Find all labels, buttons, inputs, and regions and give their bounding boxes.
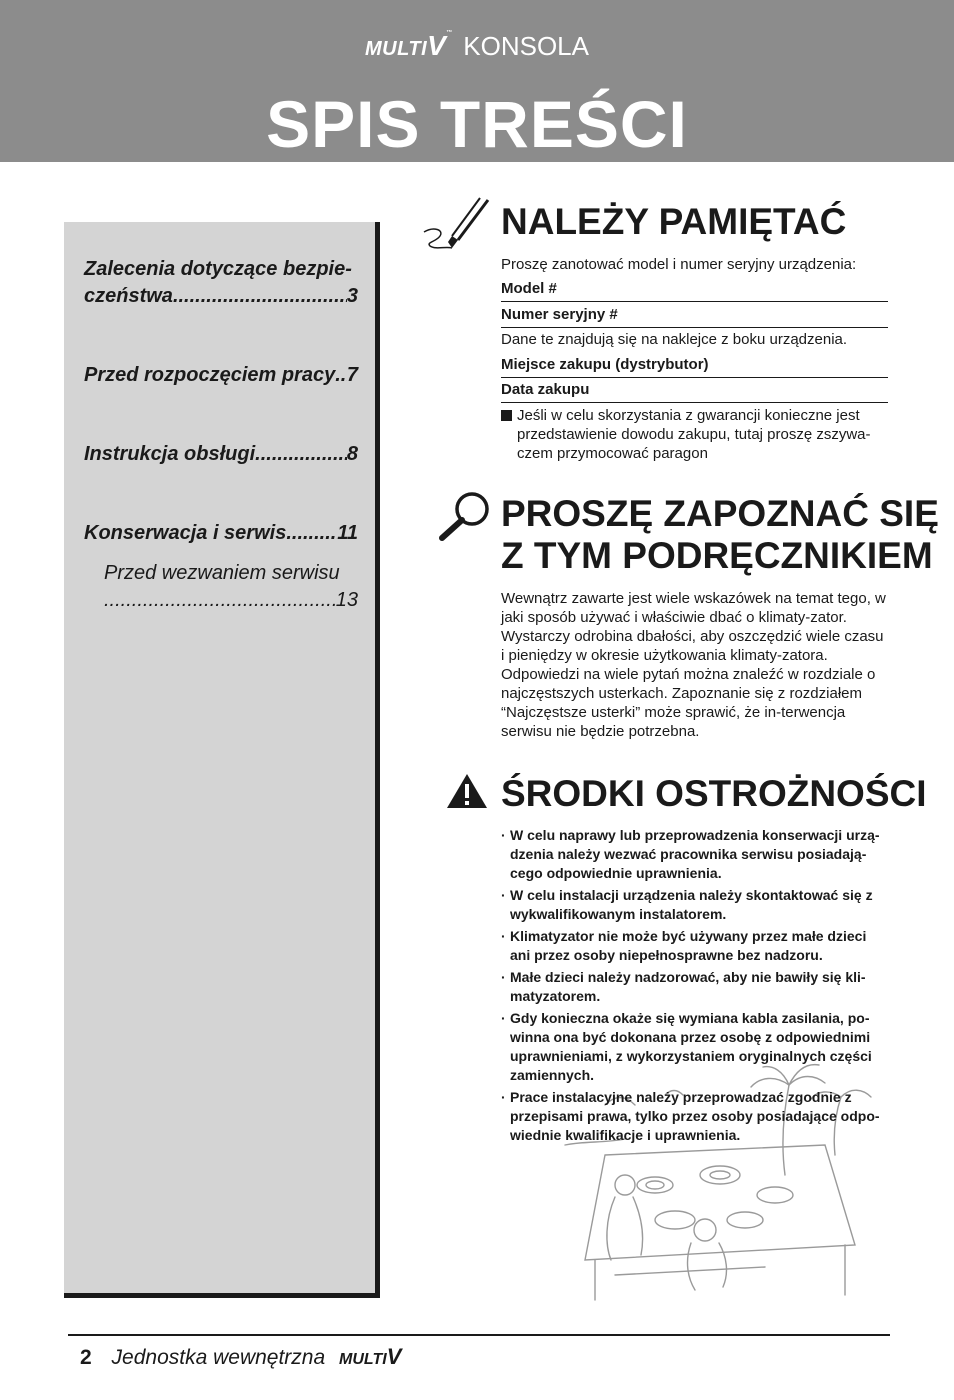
brand-line bbox=[0, 30, 954, 62]
field-serial: Numer seryjny # bbox=[501, 305, 888, 328]
safety-item: · W celu naprawy lub przeprowadzenia konserwacji urzą-dzenia należy wezwać pracownika serwisu posiadają-cego odpowiednie uprawnienia. bbox=[501, 826, 887, 883]
section-heading-manual bbox=[501, 493, 939, 577]
footer-multi-v-logo: MULTIV bbox=[339, 1344, 402, 1369]
model-name: KONSOLA bbox=[463, 30, 589, 61]
safety-item: · Małe dzieci należy nadzorować, aby nie bawiły się kli-matyzatorem. bbox=[501, 968, 887, 1006]
toc-item-label: Instrukcja obsługi bbox=[84, 443, 256, 465]
multi-v-logo: MULTIV™ bbox=[365, 30, 453, 61]
toc-page-number: 13 bbox=[335, 589, 358, 611]
field-place-of-purchase: Miejsce zakupu (dystrybutor) bbox=[501, 355, 888, 378]
safety-item: · W celu instalacji urządzenia należy skontaktować się z wykwalifikowanym instalatorem. bbox=[501, 886, 887, 924]
toc-item-label: Przed rozpoczęciem pracy bbox=[84, 364, 336, 386]
manual-body: Wewnątrz zawarte jest wiele wskazówek na temat tego, w jaki sposób używać i właściwie dbać o klimaty-zator. Wystarczy odrobina dbałości, aby oszczędzić wiele czasu i pieniędzy w okresie użytkowania klimaty-zatora. Odpowiedzi na wiele pytań można znaleźć w rozdziale o najczęstszych usterkach. Zapoznanie się z rozdziałem “Najczęstsze usterki” może sprawić, że in-terwencja serwisu nie będzie potrzebna. bbox=[501, 590, 886, 740]
toc-item-label: czeństwa bbox=[84, 285, 173, 307]
field-purchase-date: Data zakupu bbox=[501, 380, 888, 403]
sticker-note: Dane te znajdują się na naklejce z boku urządzenia. bbox=[501, 331, 848, 348]
toc-page-number: 3 bbox=[346, 285, 358, 307]
warranty-note bbox=[501, 406, 891, 463]
toc-leader bbox=[286, 520, 337, 547]
footer bbox=[80, 1344, 401, 1373]
header-band bbox=[0, 0, 954, 162]
toc-page-number: 11 bbox=[337, 522, 358, 544]
square-bullet-icon bbox=[501, 410, 512, 421]
safety-list bbox=[501, 826, 887, 1148]
safety-item: · Gdy konieczna okaże się wymiana kabla zasilania, po-winna ona być dokonana przez osobę z odpowiednimi uprawnieniami, z wykorzystaniem oryginalnych części zamiennych. bbox=[501, 1009, 887, 1085]
toc-subitem-before-service[interactable] bbox=[104, 560, 358, 614]
section-heading-manual-line1: PROSZĘ ZAPOZNAĆ SIĘ bbox=[501, 493, 939, 534]
toc-page-number: 7 bbox=[346, 364, 358, 386]
toc-item-label: Konserwacja i serwis bbox=[84, 522, 287, 544]
page-number: 2 bbox=[80, 1346, 92, 1369]
footer-divider bbox=[68, 1334, 890, 1336]
section-heading-remember: NALEŻY PAMIĘTAĆ bbox=[501, 201, 847, 242]
toc-subitem-label: Przed wezwaniem serwisu bbox=[104, 562, 340, 584]
safety-item: · Klimatyzator nie może być używany przez małe dzieci ani przez osoby niepełnosprawne bez nadzoru. bbox=[501, 927, 887, 965]
page-title: SPIS TREŚCI bbox=[266, 87, 688, 161]
field-model: Model # bbox=[501, 279, 888, 302]
toc-item-operation[interactable] bbox=[84, 441, 358, 468]
pen-icon bbox=[422, 196, 494, 256]
toc-page-number: 8 bbox=[346, 443, 358, 465]
section-heading-safety: ŚRODKI OSTROŻNOŚCI bbox=[501, 773, 927, 814]
warranty-note-text: Jeśli w celu skorzystania z gwarancji konieczne jest przedstawienie dowodu zakupu, tutaj proszę zszywa-czem przymocować paragon bbox=[517, 407, 871, 462]
section-heading-manual-line2: Z TYM PODRĘCZNIKIEM bbox=[501, 535, 933, 576]
table-of-contents bbox=[64, 222, 380, 1298]
toc-leader bbox=[255, 441, 347, 468]
toc-item-safety[interactable] bbox=[84, 256, 358, 310]
toc-leader bbox=[335, 362, 347, 389]
remember-intro: Proszę zanotować model i numer seryjny urządzenia: bbox=[501, 256, 857, 273]
magnifier-icon bbox=[436, 490, 492, 544]
toc-leader bbox=[173, 283, 347, 310]
toc-item-getting-started[interactable] bbox=[84, 362, 358, 389]
toc-item-label: Zalecenia dotyczące bezpie- bbox=[84, 258, 352, 280]
toc-item-maintenance[interactable] bbox=[84, 520, 358, 547]
safety-item: · Prace instalacyjne należy przeprowadzać zgodnie z przepisami prawa, tylko przez osoby posiadające odpo-wiednie kwalifikacje i uprawnienia. bbox=[501, 1088, 887, 1145]
toc-leader bbox=[104, 587, 336, 614]
footer-label: Jednostka wewnętrzna bbox=[111, 1346, 326, 1369]
warning-icon bbox=[445, 772, 489, 810]
